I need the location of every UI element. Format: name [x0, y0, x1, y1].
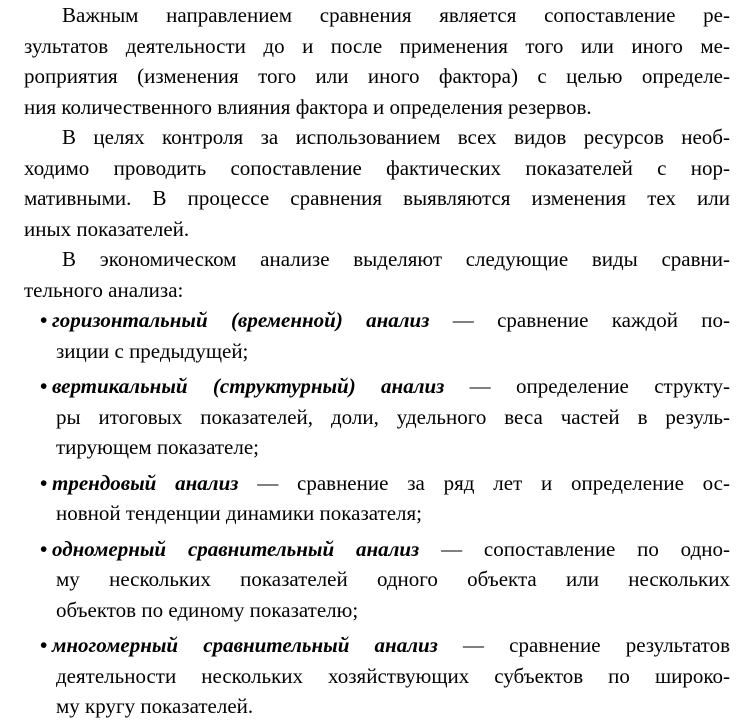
text-line: му кругу показателей. — [56, 694, 254, 718]
text-line: тельного анализа: — [24, 277, 184, 302]
text-line — [24, 534, 730, 565]
document-page — [24, 0, 730, 722]
paragraph — [24, 122, 730, 244]
text-line: ходимо проводить сопоставление фактических показателей с нор- — [24, 155, 730, 180]
list-item — [24, 534, 730, 626]
text-line: Важным направлением сравнения является сопоставление ре- — [62, 3, 730, 27]
text-line: роприятия (изменения того или иного фактора) с целью определе- — [24, 64, 730, 88]
text-line: ния количественного влияния фактора и определения резервов. — [24, 94, 592, 119]
text-line: новной тенденции динамики показателя; — [56, 501, 423, 525]
paragraph — [24, 244, 730, 305]
text-line: мативными. В процессе сравнения выявляются изменения тех или — [24, 186, 730, 210]
list-item — [24, 371, 730, 463]
text-line: деятельности нескольких хозяйствующих субъектов по широко- — [56, 663, 730, 688]
term: многомерный сравнительный анализ — [52, 633, 438, 657]
term: вертикальный (структурный) анализ — [52, 374, 445, 398]
term: горизонтальный (временной) анализ — [52, 308, 430, 332]
text-line — [24, 468, 730, 499]
bullet-icon: • — [40, 633, 48, 657]
text-line: зультатов деятельности до и после применения того или иного ме- — [24, 33, 730, 58]
term: трендовый анализ — [52, 470, 239, 495]
text-line: В экономическом анализе выделяют следующие виды сравни- — [62, 247, 730, 271]
definition-text: — определение структу- — [444, 374, 730, 398]
text-line: В целях контроля за использованием всех видов ресурсов необ- — [62, 125, 730, 149]
analysis-types-list — [24, 305, 730, 722]
text-line: му нескольких показателей одного объекта или нескольких — [56, 567, 730, 591]
term: одномерный сравнительный анализ — [52, 536, 420, 561]
text-line: иных показателей. — [24, 216, 190, 241]
text-line: зиции с предыдущей; — [56, 338, 249, 363]
text-line — [24, 305, 730, 336]
text-line: тирующем показателе; — [56, 435, 260, 459]
definition-text: — сравнение каждой по- — [429, 308, 730, 332]
text-line: ры итоговых показателей, доли, удельного веса частей в резуль- — [56, 404, 730, 429]
bullet-icon: • — [40, 470, 48, 495]
paragraph — [24, 0, 730, 122]
definition-text: — сопоставление по одно- — [419, 536, 730, 561]
list-item — [24, 305, 730, 366]
bullet-icon: • — [40, 374, 48, 398]
list-item — [24, 468, 730, 529]
text-line — [24, 371, 730, 402]
definition-text: — сравнение результатов — [437, 633, 730, 657]
list-item — [24, 630, 730, 722]
text-line: объектов по единому показателю; — [56, 597, 359, 622]
bullet-icon: • — [40, 308, 48, 332]
text-line — [24, 630, 730, 661]
bullet-icon: • — [40, 536, 48, 561]
definition-text: — сравнение за ряд лет и определение ос- — [238, 470, 730, 495]
